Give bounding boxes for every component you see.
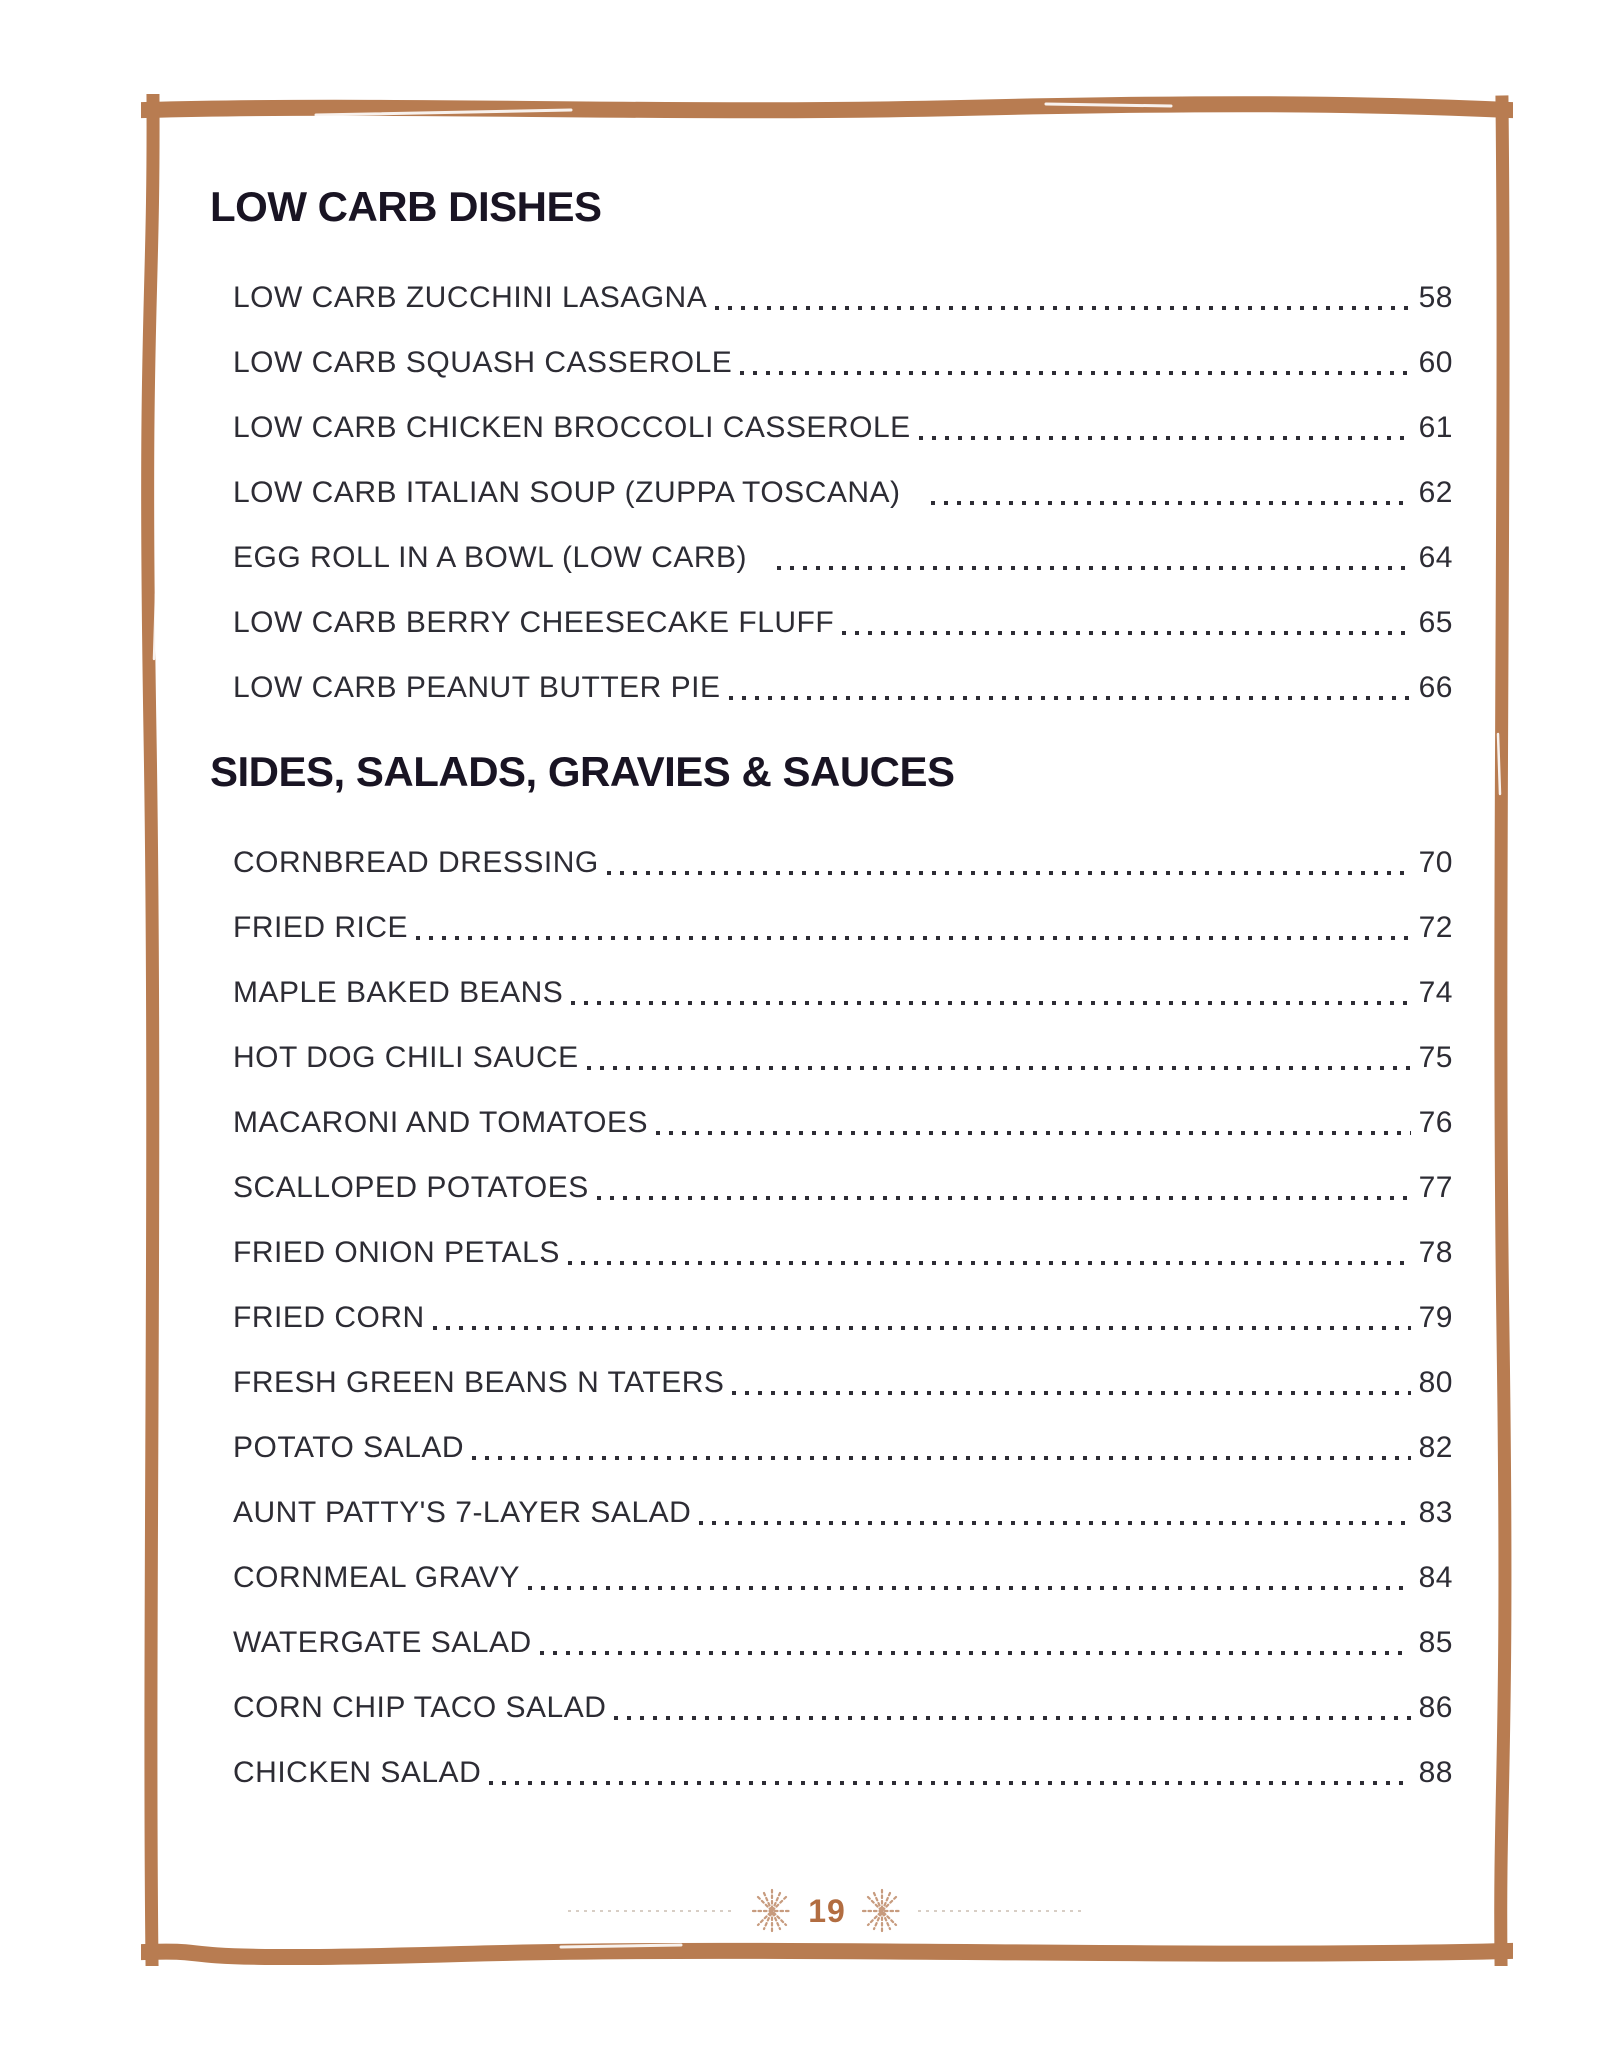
toc-entry-page: 70	[1418, 846, 1453, 879]
toc-entry	[233, 1626, 1453, 1660]
dot-leader	[715, 306, 1410, 310]
toc-entry-page: 86	[1418, 1691, 1453, 1724]
sparkle-icon	[749, 1888, 795, 1934]
toc-entry	[233, 346, 1453, 380]
toc-entry-label: LOW CARB PEANUT BUTTER PIE	[233, 671, 721, 704]
toc-entry-label: POTATO SALAD	[233, 1431, 465, 1464]
toc-entry	[233, 911, 1453, 945]
toc-entry	[233, 1691, 1453, 1725]
toc-entry-label: HOT DOG CHILI SAUCE	[233, 1041, 579, 1074]
dot-leader	[729, 696, 1411, 700]
toc-entry-label: FRESH GREEN BEANS N TATERS	[233, 1366, 725, 1399]
toc-entry	[233, 1236, 1453, 1270]
toc-entry-page: 85	[1418, 1626, 1453, 1659]
toc-section-low-carb	[210, 185, 1453, 705]
toc-entry	[233, 1106, 1453, 1140]
toc-entry-label: MACARONI AND TOMATOES	[233, 1106, 649, 1139]
toc-entry-label: LOW CARB ITALIAN SOUP (ZUPPA TOSCANA)	[233, 476, 901, 509]
toc-entry	[233, 1171, 1453, 1205]
toc-entry	[233, 411, 1453, 445]
dot-leader	[489, 1781, 1410, 1785]
dot-leader	[919, 436, 1411, 440]
toc-entry-page: 66	[1418, 671, 1453, 704]
toc-entry-page: 60	[1418, 346, 1453, 379]
dot-leader	[416, 936, 1411, 940]
toc-entry	[233, 1041, 1453, 1075]
dot-leader	[528, 1586, 1411, 1590]
toc-entry	[233, 1496, 1453, 1530]
toc-entry	[233, 1431, 1453, 1465]
dot-leader	[587, 1066, 1411, 1070]
toc-entry-label: WATERGATE SALAD	[233, 1626, 532, 1659]
toc-entry-label: AUNT PATTY'S 7-LAYER SALAD	[233, 1496, 692, 1529]
toc-entry-label: FRIED RICE	[233, 911, 409, 944]
dot-leader	[777, 566, 1411, 570]
toc-entry-label: CORNMEAL GRAVY	[233, 1561, 521, 1594]
page-number: 19	[808, 1892, 846, 1929]
sparkle-icon	[859, 1888, 905, 1934]
toc-entry-page: 74	[1418, 976, 1453, 1009]
dot-leader	[472, 1456, 1411, 1460]
toc-entry-page: 75	[1418, 1041, 1453, 1074]
section-title: LOW CARB DISHES	[210, 183, 602, 230]
toc-entry-label: CORNBREAD DRESSING	[233, 846, 599, 879]
dot-leader	[568, 1261, 1411, 1265]
dot-leader	[607, 871, 1411, 875]
toc-entry-page: 78	[1418, 1236, 1453, 1269]
toc-entry	[233, 1756, 1453, 1790]
dot-leader	[433, 1326, 1411, 1330]
toc-entry-page: 61	[1418, 411, 1453, 444]
footer-dash-line	[568, 1910, 736, 1912]
toc-entry	[233, 1561, 1453, 1595]
dot-leader	[931, 501, 1411, 505]
dot-leader	[571, 1001, 1410, 1005]
footer-dash-line	[918, 1910, 1086, 1912]
dot-leader	[614, 1716, 1410, 1720]
toc-entry-label: LOW CARB SQUASH CASSEROLE	[233, 346, 733, 379]
toc-entry-label: CHICKEN SALAD	[233, 1756, 482, 1789]
dot-leader	[740, 371, 1410, 375]
toc-entry-page: 62	[1418, 476, 1453, 509]
dot-leader	[732, 1391, 1410, 1395]
toc-entry-page: 77	[1418, 1171, 1453, 1204]
toc-entry-page: 72	[1418, 911, 1453, 944]
toc-entry-page: 88	[1418, 1756, 1453, 1789]
page-footer	[141, 1888, 1513, 1934]
dot-leader	[699, 1521, 1410, 1525]
toc-entry-list	[233, 281, 1453, 705]
toc-entry	[233, 476, 1453, 510]
toc-entry	[233, 671, 1453, 705]
toc-entry-label: SCALLOPED POTATOES	[233, 1171, 589, 1204]
toc-entry-label: LOW CARB CHICKEN BROCCOLI CASSEROLE	[233, 411, 911, 444]
toc-entry-page: 82	[1418, 1431, 1453, 1464]
toc-entry	[233, 976, 1453, 1010]
toc-entry-page: 84	[1418, 1561, 1453, 1594]
toc-entry-page: 64	[1418, 541, 1453, 574]
toc-section-sides-salads	[210, 750, 1453, 1790]
section-title: SIDES, SALADS, GRAVIES & SAUCES	[210, 748, 955, 795]
toc-entry-page: 58	[1418, 281, 1453, 314]
toc-entry	[233, 1301, 1453, 1335]
toc-entry-page: 76	[1418, 1106, 1453, 1139]
toc-entry-label: CORN CHIP TACO SALAD	[233, 1691, 607, 1724]
toc-entry-page: 65	[1418, 606, 1453, 639]
toc-entry	[233, 846, 1453, 880]
dot-leader	[597, 1196, 1411, 1200]
toc-entry-page: 83	[1418, 1496, 1453, 1529]
toc-entry-label: MAPLE BAKED BEANS	[233, 976, 564, 1009]
dot-leader	[842, 631, 1410, 635]
toc-entry-list	[233, 846, 1453, 1790]
dot-leader	[656, 1131, 1411, 1135]
toc-entry-page: 79	[1418, 1301, 1453, 1334]
toc-entry	[233, 541, 1453, 575]
toc-entry-label: FRIED ONION PETALS	[233, 1236, 560, 1269]
toc-entry-label: EGG ROLL IN A BOWL (LOW CARB)	[233, 541, 748, 574]
dot-leader	[540, 1651, 1411, 1655]
toc-entry	[233, 1366, 1453, 1400]
toc-entry-label: FRIED CORN	[233, 1301, 425, 1334]
toc-entry-label: LOW CARB BERRY CHEESECAKE FLUFF	[233, 606, 835, 639]
toc-entry-page: 80	[1418, 1366, 1453, 1399]
table-of-contents	[210, 185, 1453, 1790]
toc-entry	[233, 281, 1453, 315]
toc-entry	[233, 606, 1453, 640]
toc-entry-label: LOW CARB ZUCCHINI LASAGNA	[233, 281, 708, 314]
